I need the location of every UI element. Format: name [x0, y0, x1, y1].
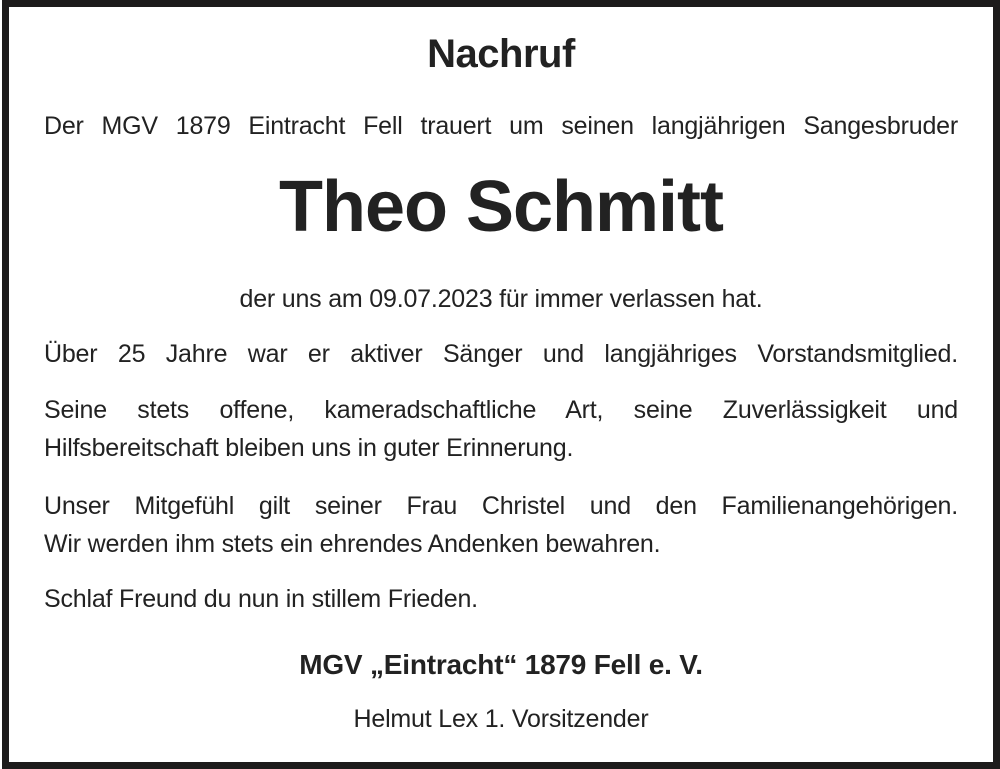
paragraph-condolence-line2: Wir werden ihm stets ein ehrendes Andenken bewahren. [44, 530, 661, 558]
deceased-name: Theo Schmitt [278, 167, 723, 247]
paragraph-condolence-line1: Unser Mitgefühl gilt seiner Frau Christel und den Familienangehörigen. [44, 492, 958, 520]
paragraph-condolence [44, 487, 958, 563]
paragraph-character [44, 391, 958, 467]
notice-title: Nachruf [427, 32, 575, 76]
notice-frame [2, 0, 1000, 769]
notice-content [9, 31, 993, 738]
signer-line: Helmut Lex 1. Vorsitzender [353, 705, 649, 733]
organization-signature: MGV „Eintracht“ 1879 Fell e. V. [299, 649, 703, 680]
paragraph-character-line2: Hilfsbereitschaft bleiben uns in guter Erinnerung. [44, 434, 574, 462]
paragraph-character-line1: Seine stets offene, kameradschaftliche Art, seine Zuverlässigkeit und [44, 396, 958, 424]
paragraph-farewell-line: Schlaf Freund du nun in stillem Frieden. [44, 585, 478, 613]
date-line: der uns am 09.07.2023 für immer verlassen hat. [239, 285, 763, 313]
paragraph-service-line: Über 25 Jahre war er aktiver Sänger und langjähriges Vorstandsmitglied. [44, 340, 958, 368]
intro-line: Der MGV 1879 Eintracht Fell trauert um seinen langjährigen Sangesbruder [44, 112, 958, 140]
